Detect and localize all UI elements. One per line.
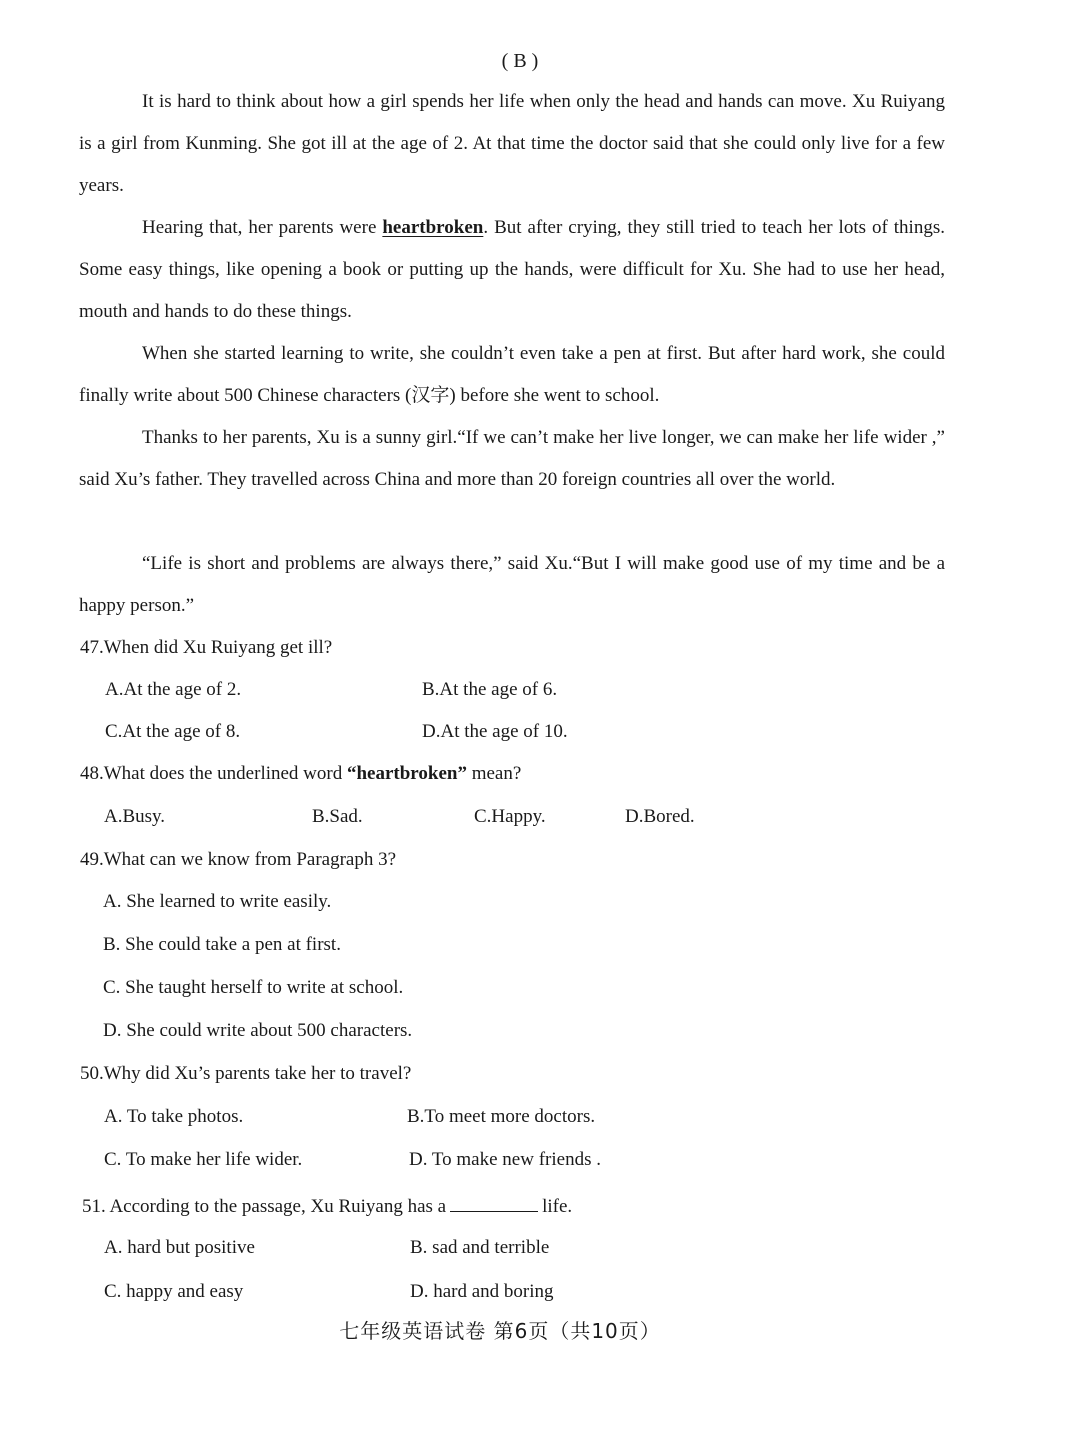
question-48-stem-after: mean?: [466, 763, 522, 784]
question-48-option-b: B.Sad.: [312, 806, 363, 827]
question-48-option-a: A.Busy.: [104, 806, 166, 827]
question-49-option-a: A. She learned to write easily.: [103, 891, 332, 912]
question-50-option-a: A. To take photos.: [104, 1106, 244, 1127]
question-49-option-c: C. She taught herself to write at school.: [103, 977, 404, 998]
question-49-option-b: B. She could take a pen at first.: [103, 934, 341, 955]
question-47-option-b: B.At the age of 6.: [422, 679, 558, 700]
question-51-stem-after: life.: [542, 1196, 573, 1217]
paragraph-2-text-before: Hearing that, her parents were: [142, 217, 383, 238]
question-48-option-c: C.Happy.: [474, 806, 546, 827]
question-48-keyword: “heartbroken”: [346, 763, 467, 784]
question-51-stem-before: 51. According to the passage, Xu Ruiyang has a: [82, 1196, 447, 1217]
question-47-stem: 47.When did Xu Ruiyang get ill?: [80, 637, 333, 658]
paragraph-2: [79, 207, 945, 333]
question-49-option-d: D. She could write about 500 characters.: [103, 1020, 413, 1041]
answer-blank: [450, 1193, 538, 1212]
question-51-option-b: B. sad and terrible: [410, 1237, 550, 1258]
question-49-stem: 49.What can we know from Paragraph 3?: [80, 849, 397, 870]
question-51-option-a: A. hard but positive: [104, 1237, 255, 1258]
paragraph-3: When she started learning to write, she couldn’t even take a pen at first. But after hard work, she could finally write about 500 Chinese characters (汉字) before she went to school.: [79, 343, 945, 406]
section-title: ( B ): [501, 50, 539, 72]
question-50-option-d: D. To make new friends .: [409, 1149, 601, 1170]
page-footer: 七年级英语试卷 第6页（共10页）: [339, 1319, 661, 1343]
question-47-option-c: C.At the age of 8.: [105, 721, 241, 742]
question-48-stem: [80, 763, 521, 785]
paragraph-2-text-after: . But after crying, they still tried to teach her lots of things. Some easy things, like opening a book or putting up the hands, were difficult for Xu. She had to use her head, mouth and hands to do these things.: [79, 217, 945, 322]
question-50-option-b: B.To meet more doctors.: [407, 1106, 596, 1127]
question-51-option-c: C. happy and easy: [104, 1281, 244, 1302]
paragraph-1: It is hard to think about how a girl spends her life when only the head and hands can move. Xu Ruiyang is a girl from Kunming. She got ill at the age of 2. At that time the doctor said that she could only live for a few years.: [79, 91, 945, 196]
paragraph-5: “Life is short and problems are always there,” said Xu.“But I will make good use of my time and be a happy person.”: [79, 553, 945, 616]
question-47-option-a: A.At the age of 2.: [105, 679, 242, 700]
question-51-stem: [82, 1193, 572, 1218]
question-48-stem-before: 48.What does the underlined word: [80, 763, 347, 784]
question-51-option-d: D. hard and boring: [410, 1281, 554, 1302]
question-50-stem: 50.Why did Xu’s parents take her to travel?: [80, 1063, 412, 1084]
question-47-option-d: D.At the age of 10.: [422, 721, 568, 742]
underlined-word-heartbroken: heartbroken: [382, 217, 484, 238]
paragraph-4: Thanks to her parents, Xu is a sunny girl.“If we can’t make her live longer, we can make her life wider ,” said Xu’s father. They travelled across China and more than 20 foreign countries all over the world.: [79, 427, 945, 490]
question-50-option-c: C. To make her life wider.: [104, 1149, 303, 1170]
question-48-option-d: D.Bored.: [625, 806, 695, 827]
